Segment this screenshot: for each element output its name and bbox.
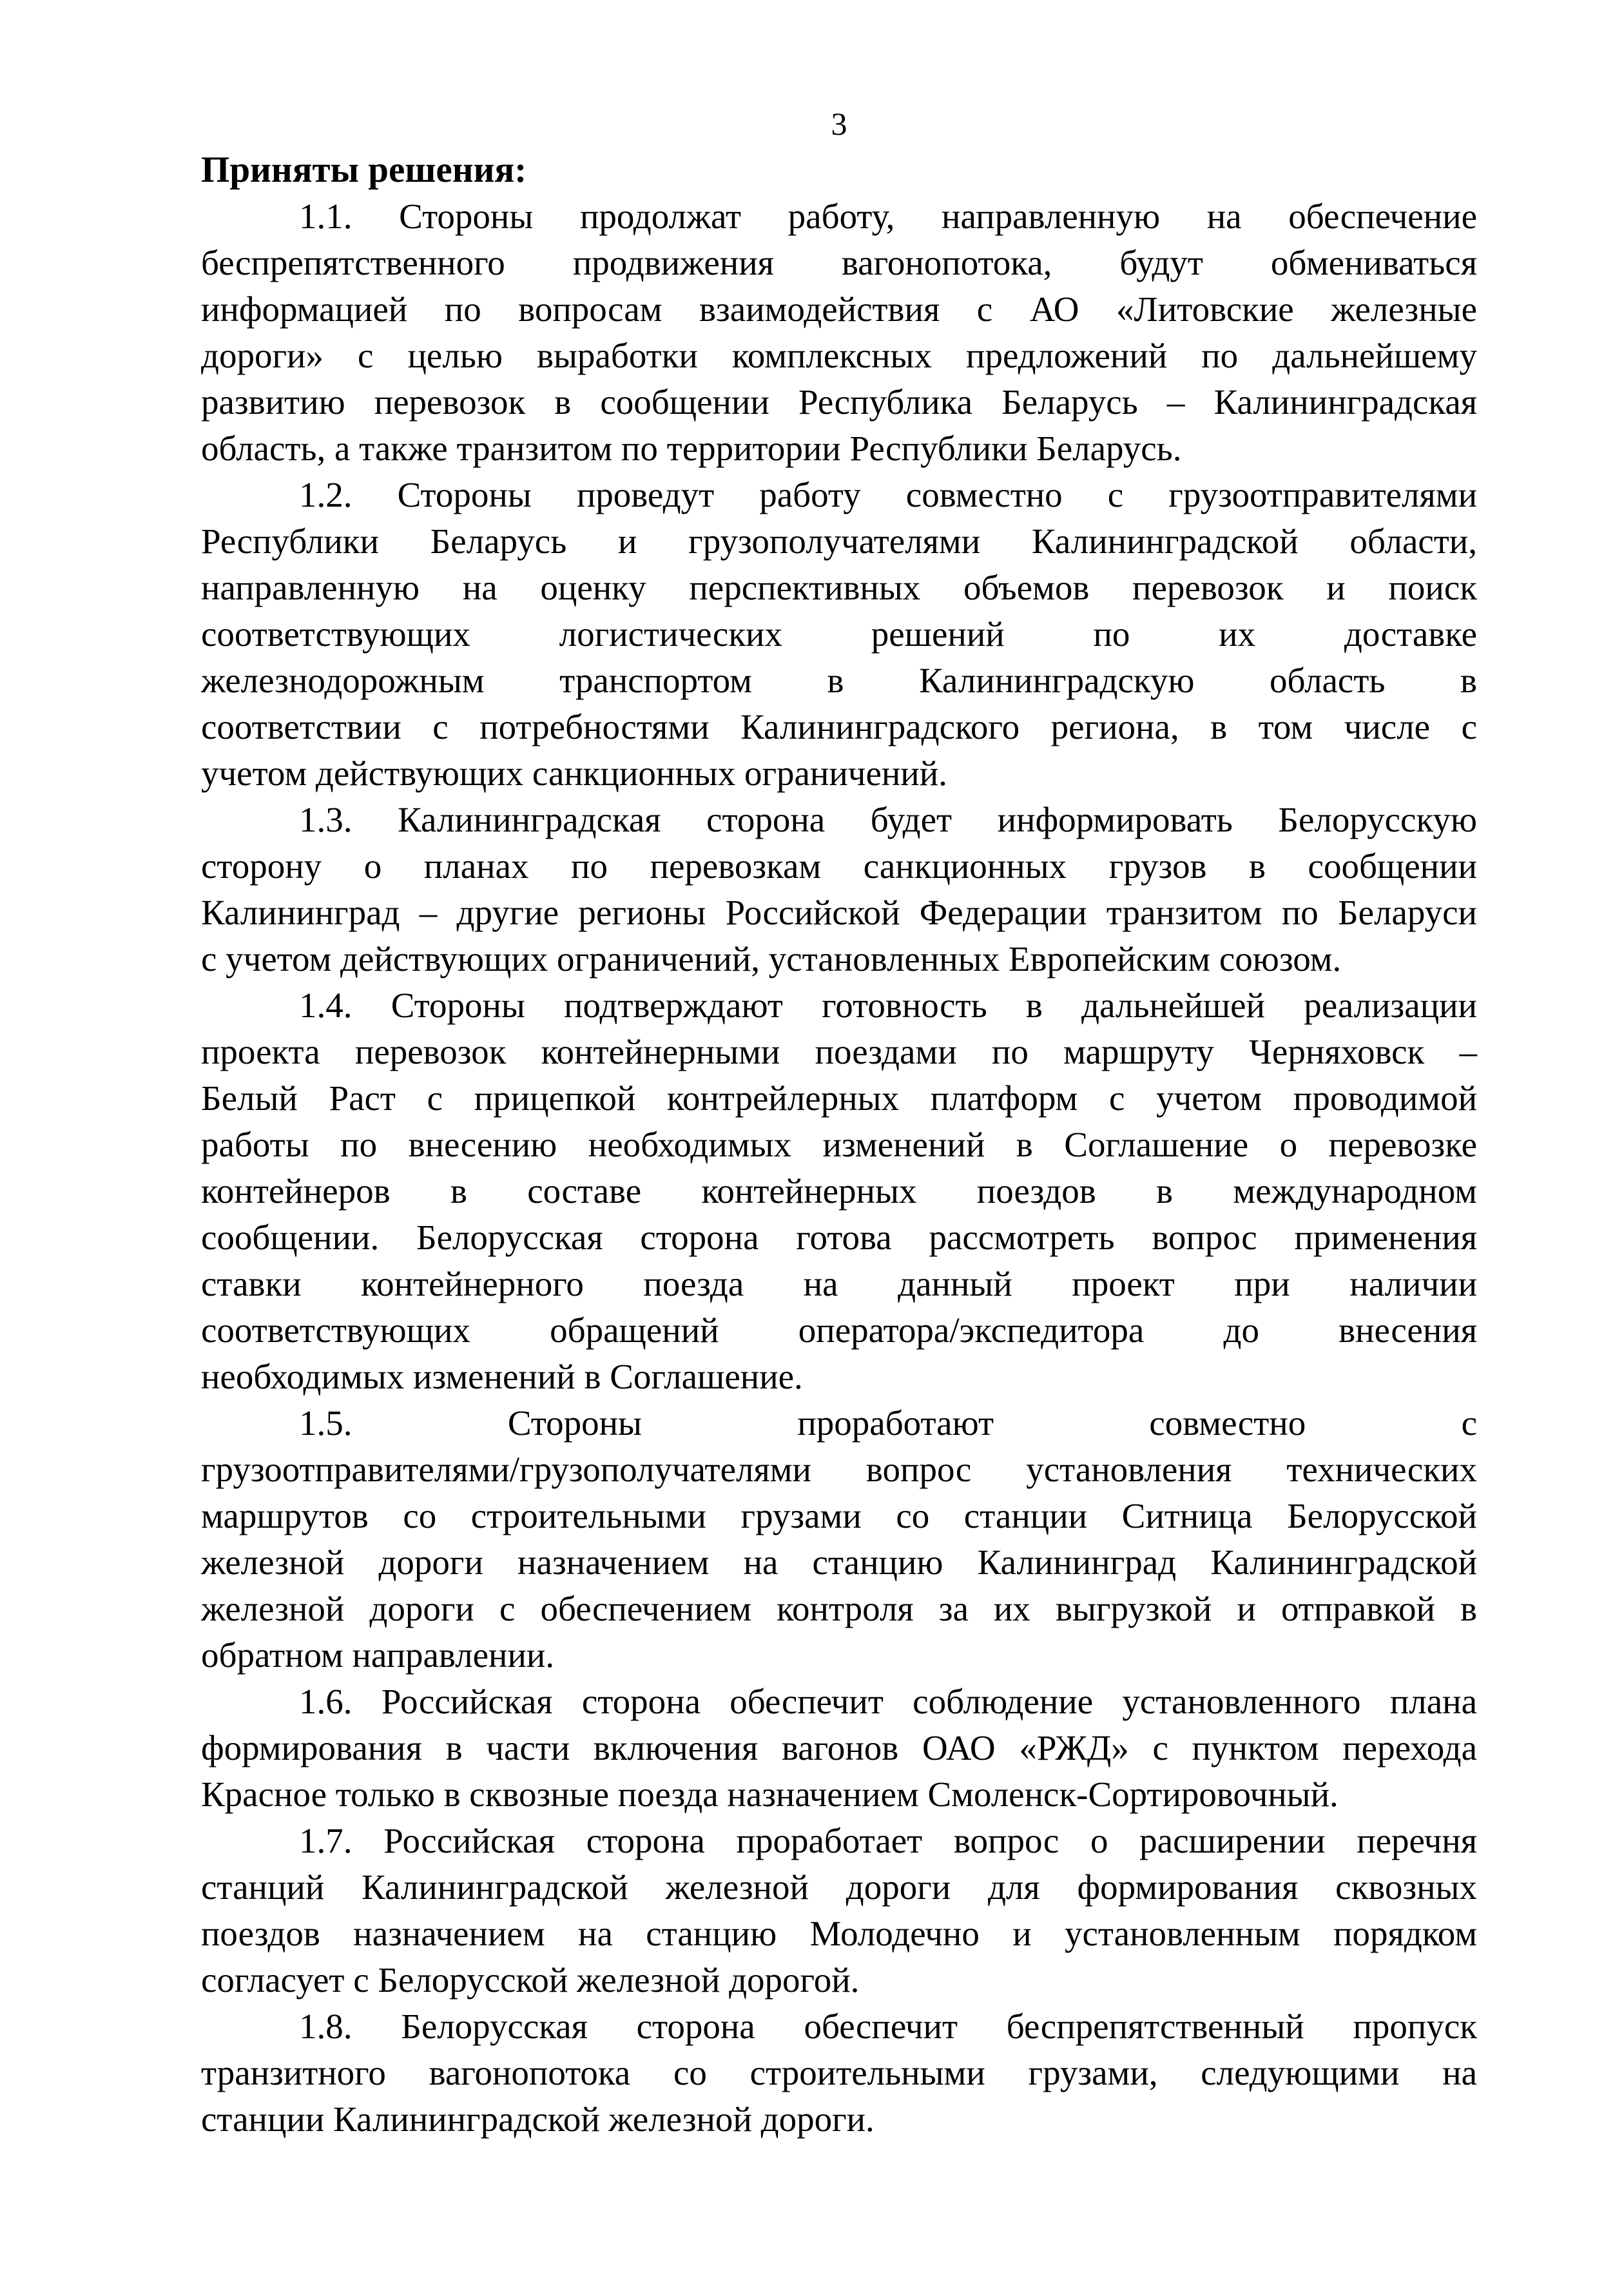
text-line: соответствующих обращений оператора/экспедитора до внесения: [201, 1310, 1477, 1350]
text-line: 1.2. Стороны проведут работу совместно с грузоотправителями: [299, 475, 1477, 514]
page-number: 3: [831, 106, 847, 142]
text-line: область, а также транзитом по территории Республики Беларусь.: [201, 429, 1182, 468]
text-line: 1.4. Стороны подтверждают готовность в дальнейшей реализации: [299, 986, 1477, 1025]
text-line: Республики Беларусь и грузополучателями Калининградской области,: [201, 521, 1477, 561]
text-line: станций Калининградской железной дороги для формирования сквозных: [201, 1867, 1477, 1907]
text-line: направленную на оценку перспективных объемов перевозок и поиск: [201, 568, 1477, 607]
text-line: маршрутов со строительными грузами со станции Ситница Белорусской: [201, 1496, 1477, 1535]
text-line: ставки контейнерного поезда на данный проект при наличии: [201, 1264, 1477, 1303]
text-line: 1.3. Калининградская сторона будет информировать Белорусскую: [299, 800, 1477, 839]
text-line: соответствующих логистических решений по их доставке: [201, 614, 1477, 654]
text-line: Калининград – другие регионы Российской Федерации транзитом по Беларуси: [201, 893, 1477, 932]
text-line: обратном направлении.: [201, 1635, 555, 1675]
text-line: необходимых изменений в Соглашение.: [201, 1357, 803, 1396]
text-line: железнодорожным транспортом в Калининградскую область в: [201, 661, 1477, 700]
paragraph-1-1: [201, 193, 1477, 472]
text-line: 1.1. Стороны продолжат работу, направленную на обеспечение: [299, 197, 1477, 236]
text-line: станции Калининградской железной дороги.: [201, 2099, 875, 2139]
text-line: 1.5. Стороны проработают совместно с: [299, 1403, 1477, 1443]
text-line: Белый Раст с прицепкой контрейлерных платформ с учетом проводимой: [201, 1078, 1477, 1118]
paragraph-1-8: [201, 2003, 1477, 2143]
text-line: грузоотправителями/грузополучателями вопрос установления технических: [201, 1450, 1477, 1489]
text-line: 1.6. Российская сторона обеспечит соблюдение установленного плана: [299, 1682, 1477, 1721]
text-line: транзитного вагонопотока со строительными грузами, следующими на: [201, 2053, 1477, 2092]
text-line: формирования в части включения вагонов ОАО «РЖД» с пунктом перехода: [201, 1728, 1477, 1767]
text-line: контейнеров в составе контейнерных поездов в международном: [201, 1171, 1477, 1211]
paragraph-1-5: [201, 1400, 1477, 1679]
paragraph-1-7: [201, 1818, 1477, 2003]
text-line: дороги» с целью выработки комплексных предложений по дальнейшему: [201, 336, 1477, 375]
paragraph-1-2: [201, 472, 1477, 797]
text-line: учетом действующих санкционных ограничений.: [201, 754, 947, 793]
text-line: сторону о планах по перевозкам санкционных грузов в сообщении: [201, 846, 1477, 886]
text-line: работы по внесению необходимых изменений в Соглашение о перевозке: [201, 1125, 1477, 1164]
document-content: [201, 147, 1477, 2143]
text-line: поездов назначением на станцию Молодечно и установленным порядком: [201, 1914, 1477, 1953]
section-heading: Приняты решения:: [201, 150, 527, 190]
paragraph-1-4: [201, 982, 1477, 1400]
text-line: проекта перевозок контейнерными поездами по маршруту Черняховск –: [201, 1032, 1477, 1071]
text-line: 1.7. Российская сторона проработает вопрос о расширении перечня: [299, 1821, 1477, 1860]
text-line: железной дороги назначением на станцию Калининград Калининградской: [201, 1543, 1477, 1582]
paragraph-1-6: [201, 1679, 1477, 1818]
text-line: согласует с Белорусской железной дорогой.: [201, 1960, 860, 2000]
text-line: с учетом действующих ограничений, установленных Европейским союзом.: [201, 939, 1342, 978]
paragraph-1-3: [201, 797, 1477, 982]
text-line: информацией по вопросам взаимодействия с АО «Литовские железные: [201, 289, 1477, 329]
text-line: соответствии с потребностями Калининградского региона, в том числе с: [201, 707, 1477, 746]
document-body: [201, 193, 1477, 2143]
text-line: железной дороги с обеспечением контроля за их выгрузкой и отправкой в: [201, 1589, 1477, 1628]
text-line: 1.8. Белорусская сторона обеспечит беспрепятственный пропуск: [299, 2007, 1477, 2046]
text-line: беспрепятственного продвижения вагонопотока, будут обмениваться: [201, 243, 1477, 282]
text-line: сообщении. Белорусская сторона готова рассмотреть вопрос применения: [201, 1218, 1477, 1257]
text-line: развитию перевозок в сообщении Республика Беларусь – Калининградская: [201, 382, 1477, 422]
text-line: Красное только в сквозные поезда назначением Смоленск-Сортировочный.: [201, 1775, 1339, 1814]
